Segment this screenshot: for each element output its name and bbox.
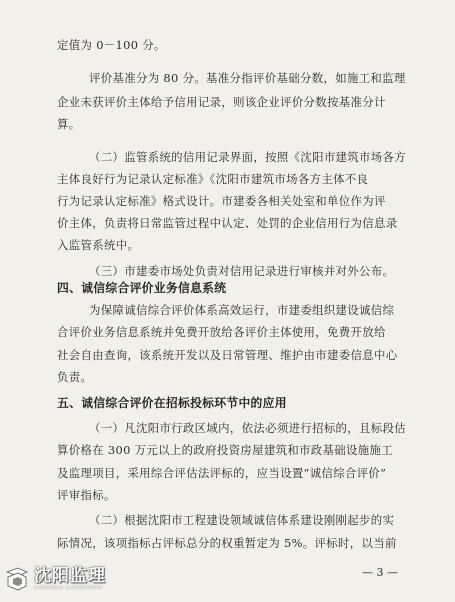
watermark-logo xyxy=(4,566,122,600)
section-heading-5: 五、诚信综合评价在招标投标环节中的应用 xyxy=(57,396,287,410)
text-line: （二）根据沈阳市工程建设领域诚信体系建设刚刚起步的实 xyxy=(89,513,395,527)
text-line: 合评价业务信息系统并免费开放给各评价主体使用，免费开放给 xyxy=(57,325,386,339)
text-line: 行为记录认定标准》格式设计。市建委各相关处室和单位作为评 xyxy=(57,194,386,208)
text-line: 及监理项目，采用综合评估法评标的，应当设置“诚信综合评价” xyxy=(57,466,387,480)
text-line: 负责。 xyxy=(57,370,93,384)
text-line: 价主体，负责将日常监管过程中认定、处罚的企业信用行为信息录 xyxy=(57,216,398,230)
text-line: 社会自由查询，该系统开发以及日常管理、维护由市建委信息中心 xyxy=(57,348,398,362)
page-number: — 3 — xyxy=(362,566,398,579)
text-line: 企业未获评价主体给予信用记录，则该企业评价分数按基准分计 xyxy=(57,95,386,109)
watermark-emblem-icon xyxy=(4,566,30,592)
text-line: 评审指标。 xyxy=(57,488,116,502)
watermark-title: 沈阳监理 xyxy=(34,566,106,586)
text-line: 入监管系统中。 xyxy=(57,238,140,252)
text-line: 际情况，该项指标占评标总分的权重暂定为 5%。评标时，以当前 xyxy=(57,536,397,550)
text-line: （二）监管系统的信用记录界面，按照《沈阳市建筑市场各方 xyxy=(89,150,406,164)
watermark-subtitle: SHENYANG SUPERVISION xyxy=(34,586,103,591)
text-line: 为保障诚信综合评价体系高效运行，市建委组织建设诚信综 xyxy=(89,303,395,317)
section-heading-4: 四、诚信综合评价业务信息系统 xyxy=(57,281,227,295)
text-line: 算价格在 300 万元以上的政府投资房屋建筑和市政基础设施施工 xyxy=(57,443,393,457)
text-line: 定值为 0－100 分。 xyxy=(57,38,166,52)
text-line: 主体良好行为记录认定标准》《沈阳市建筑市场各方主体不良 xyxy=(57,172,369,186)
text-line: 算。 xyxy=(57,117,81,131)
text-line: （三）市建委市场处负责对信用记录进行审核并对外公布。 xyxy=(89,264,395,278)
text-line: 评价基准分为 80 分。基准分指评价基础分数，如施工和监理 xyxy=(89,71,406,85)
text-line: （一）凡沈阳市行政区域内，依法必须进行招标的，且标段估 xyxy=(89,421,406,435)
